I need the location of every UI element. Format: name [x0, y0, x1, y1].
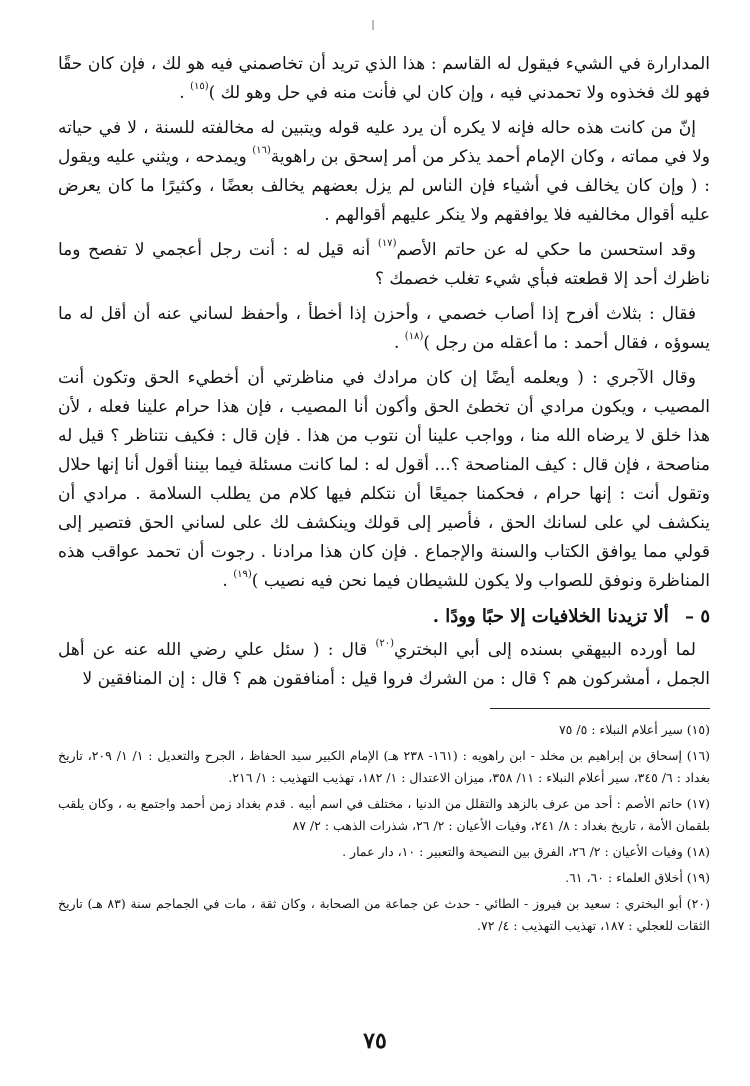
continuation-text: [58, 636, 710, 694]
paragraph: [58, 364, 710, 596]
footnote: (١٦) إسحاق بن إبراهيم بن مخلد - ابن راهويه : (١٦١- ٢٣٨ هـ) الإمام الكبير سيد الحفاظ ، الجرح والتعديل : ١/ ١/ ٢٠٩، تاريخ بغداد : ٦/ ٣٤٥، سير أعلام النبلاء : ١١/ ٣٥٨، ميزان الاعتدال : ١/ ١٨٢، تهذيب التهذيب : ١/ ٢١٦.: [58, 748, 711, 785]
section-heading: [58, 602, 710, 632]
scan-mark: [372, 20, 374, 30]
paragraph-text: قال : ( سئل علي رضي الله عنه عن أهل الجمل ، أمشركون هم ؟ قال : من الشرك فروا قيل : أمنافقون هم ؟ قال : إن المنافقين لا: [58, 640, 710, 689]
paragraph-text: لما أورده البيهقي بسنده إلى أبي البختري: [394, 640, 696, 660]
footnote-ref: (١٩): [233, 569, 252, 580]
paragraph: [58, 300, 710, 358]
paragraph-text: فقال : بثلاث أفرح إذا أصاب خصمي ، وأحزن إذا أخطأ ، وأحفظ لساني عنه أن أقل له ما يسوؤه ، فقال أحمد : ما أعقله من رجل ): [58, 304, 710, 353]
main-text: [58, 50, 710, 596]
paragraph-text: وقال الآجري : ( ويعلمه أيضًا إن كان مرادك في مناظرتي أن أخطيء الحق وتكون أنت المصيب ، ويكون مرادي أن تخطئ الحق وأكون أنا المصيب ، فإن هذا حرام علينا فعله ، لأن هذا خلق لا يرضاه الله منا ، وواجب علينا أن نتوب من هذا . فإن قال : فكيف نتناظر ؟ قيل له مناصحة ، فإن قال : كيف المناصحة ؟... أقول له : لما كانت مسئلة فيما بيننا أقول أنا إنها حلال وتقول أنت : إنها حرام ، فحكمنا جميعًا أن نتكلم فيها كلام من يطلب السلامة . مرادي أن ينكشف لي على لسانك الحق ، فأصير إلى قولك وينكشف لك على لساني الحق فتصير إلى قولي مما يوافق الكتاب والسنة والإجماع . فإن كان هذا مرادنا . رجوت أن تحمد عواقب هذه المناظرة ونوفق للصواب ولا يكون للشيطان فيما نحن فيه نصيب ): [58, 368, 710, 591]
footnote-ref: (١٥): [190, 81, 209, 92]
footnotes: [58, 719, 710, 937]
paragraph: [58, 236, 710, 294]
footnote: (١٨) وفيات الأعيان : ٢/ ٢٦، الفرق بين النصيحة والتعبير : ١٠، دار عمار .: [342, 844, 710, 859]
paragraph-text: .: [393, 333, 405, 353]
paragraph-text: ويمدحه ، ويثني عليه ويقول : ( وإن كان يخالف في أشياء فإن الناس لم يزل بعضهم يخالف بعضًا ، وكثيرًا ما كان يعرض عليه أقوال مخالفيه فلا يوافقهم ولا ينكر عليهم أقوالهم .: [58, 147, 710, 225]
section-number: ٥ –: [685, 606, 710, 627]
footnote: (١٩) أخلاق العلماء : ٦٠، ٦١.: [565, 870, 710, 885]
footnote: (١٥) سير أعلام النبلاء : ٥/ ٧٥: [558, 722, 710, 737]
paragraph-text: .: [179, 83, 191, 103]
paragraph-text: المدارارة في الشيء فيقول له القاسم : هذا الذي تريد أن تخاصمني فيه هو لك ، فإن كان حقًا فهو لك فخذوه ولا تحمدني فيه ، وإن كان لي فأنت منه في حل وهو لك ): [58, 54, 710, 103]
footnote-divider: [490, 708, 710, 709]
footnote-ref: (١٨): [404, 331, 424, 342]
page-number: ٧٥: [363, 1028, 387, 1054]
paragraph: [58, 50, 710, 108]
footnote-ref: (١٧): [377, 238, 397, 249]
document-page: [58, 50, 710, 1050]
paragraph: [58, 636, 710, 694]
section-title: ألا تزيدنا الخلافيات إلا حبًا وودًا .: [432, 606, 669, 627]
footnote-ref: (١٦): [252, 145, 271, 156]
paragraph-text: إنّ من كانت هذه حاله فإنه لا يكره أن يرد عليه قوله ويتبين له مخالفته للسنة ، لا في حياته ولا في مماته ، وكان الإمام أحمد يذكر من أمر إسحق بن راهوية: [58, 118, 710, 167]
footnote-ref: (٢٠): [375, 638, 394, 649]
footnote: (٢٠) أبو البختري : سعيد بن فيروز - الطائي - حدث عن جماعة من الصحابة ، وكان ثقة ، مات في الجماجم سنة (٨٣ هـ) تاريخ الثقات للعجلي : ١٨٧، تهذيب التهذيب : ٤/ ٧٢.: [58, 896, 710, 933]
paragraph: [58, 114, 710, 230]
paragraph-text: وقد استحسن ما حكي له عن حاتم الأصم: [396, 240, 696, 260]
footnote: (١٧) حاتم الأصم : أحد من عرف بالزهد والتقلل من الدنيا ، مختلف في اسم أبيه . قدم بغداد زمن أحمد واجتمع به ، وكان يلقب بلقمان الأمة ، تاريخ بغداد : ٨/ ٢٤١، وفيات الأعيان : ٢/ ٢٦، شذرات الذهب : ٢/ ٨٧: [58, 796, 710, 833]
paragraph-text: .: [222, 571, 234, 591]
paragraph-text: أنه قيل له : أنت رجل أعجمي لا تفصح وما ناظرك أحد إلا قطعته فبأي شيء تغلب خصمك ؟: [58, 240, 710, 289]
